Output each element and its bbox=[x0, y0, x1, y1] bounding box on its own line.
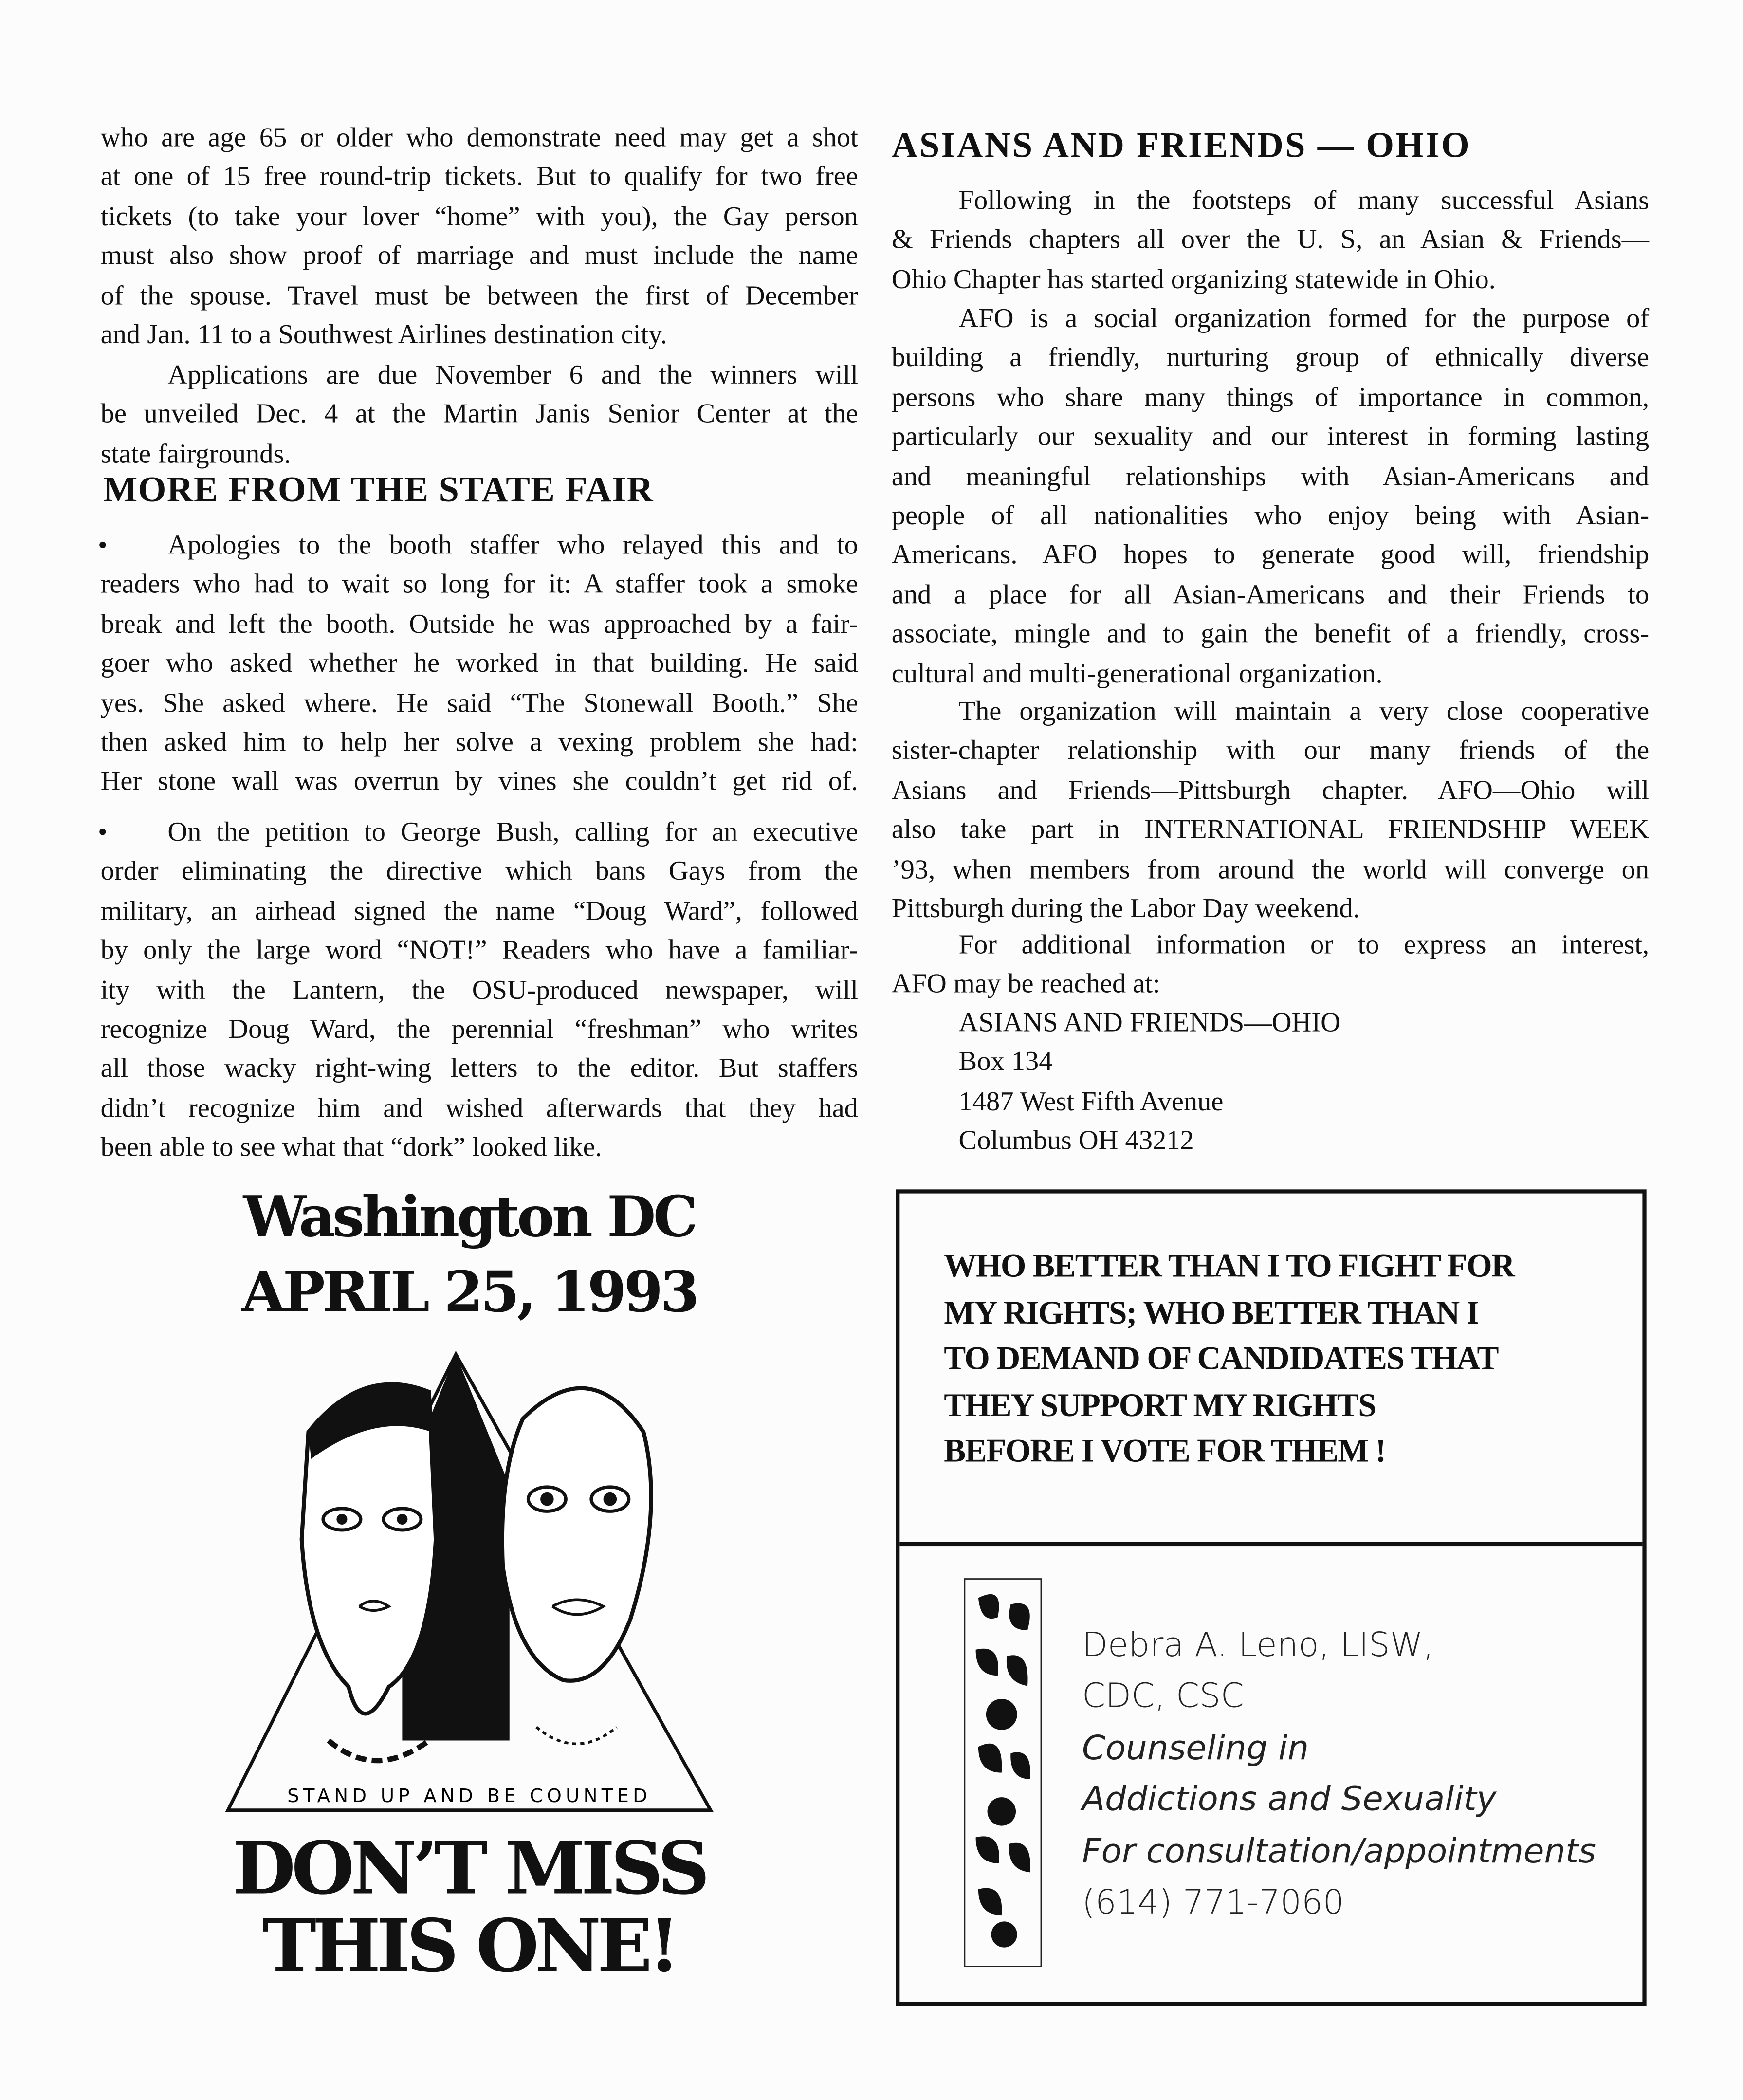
text-line: building a friendly, nurturing group of ethnically diverse bbox=[891, 344, 1650, 373]
bullet-item-booth bbox=[98, 527, 858, 803]
text-line: recognize Doug Ward, the perennial “freshman” who writes bbox=[100, 1015, 858, 1045]
text-line: and meaningful relationships with Asian-Americans and bbox=[891, 462, 1650, 492]
right-paragraph-3 bbox=[892, 693, 1649, 930]
text-line: For additional information or to express an interest, bbox=[958, 930, 1650, 960]
text-line: Ohio Chapter has started organizing statewide in Ohio. bbox=[891, 265, 1496, 295]
text-line: who are age 65 or older who demonstrate need may get a shot bbox=[100, 123, 858, 153]
text-line: ity with the Lantern, the OSU-produced newspaper, will bbox=[100, 976, 858, 1005]
quote-line: TO DEMAND OF CANDIDATES THAT bbox=[944, 1341, 1498, 1377]
text-line: Following in the footsteps of many successful Asians bbox=[958, 186, 1650, 216]
text-line: Americans. AFO hopes to generate good will, friendship bbox=[891, 541, 1650, 571]
two-faces-triangle-illustration bbox=[201, 1338, 737, 1821]
text-line: by only the large word “NOT!” Readers who have a familiar- bbox=[100, 936, 858, 966]
text-line: Pittsburgh during the Labor Day weekend. bbox=[891, 894, 1360, 924]
text-line: particularly our sexuality and our interest in forming lasting bbox=[891, 423, 1650, 452]
quote-line: BEFORE I VOTE FOR THEM ! bbox=[944, 1433, 1386, 1470]
bullet-item-petition bbox=[98, 814, 858, 1169]
text-line: order eliminating the directive which bans Gays from the bbox=[100, 857, 858, 887]
text-line: Apologies to the booth staffer who relayed this and to bbox=[167, 531, 858, 561]
text-line: goer who asked whether he worked in that building. He said bbox=[100, 649, 858, 679]
text-line: didn’t recognize him and wished afterwards that they had bbox=[100, 1094, 858, 1124]
march-poster bbox=[201, 1180, 737, 2038]
text-line: On the petition to George Bush, calling for an executive bbox=[167, 818, 858, 847]
text-line: and a place for all Asian-Americans and their Friends to bbox=[891, 580, 1650, 610]
voting-rights-quote bbox=[944, 1244, 1514, 1475]
poster-banner: STAND UP AND BE COUNTED bbox=[287, 1785, 652, 1807]
quote-line: MY RIGHTS; WHO BETTER THAN I bbox=[944, 1294, 1479, 1331]
quote-line: THEY SUPPORT MY RIGHTS bbox=[944, 1387, 1376, 1424]
counselor-credentials: CDC, CSC bbox=[1082, 1676, 1244, 1716]
text-line: associate, mingle and to gain the benefit of a friendly, cross- bbox=[891, 619, 1650, 649]
text-line: The organization will maintain a very close cooperative bbox=[958, 697, 1650, 727]
text-line: AFO may be reached at: bbox=[891, 970, 1160, 1000]
left-paragraph-1 bbox=[101, 119, 858, 356]
text-line: Her stone wall was overrun by vines she couldn’t get rid of. bbox=[100, 767, 858, 797]
text-line: Columbus OH 43212 bbox=[958, 1126, 1194, 1156]
text-line: must also show proof of marriage and must include the name bbox=[100, 241, 858, 271]
text-line: tickets (to take your lover “home” with you), the Gay person bbox=[100, 202, 858, 232]
counselor-ad bbox=[1082, 1620, 1596, 1929]
text-line: ’93, when members from around the world will converge on bbox=[891, 855, 1650, 884]
text-line: Applications are due November 6 and the winners will bbox=[167, 360, 858, 390]
poster-cta-line-2: THIS ONE! bbox=[262, 1902, 677, 1989]
text-line: then asked him to help her solve a vexing problem she had: bbox=[100, 728, 858, 758]
text-line: cultural and multi-generational organization. bbox=[891, 659, 1383, 689]
right-paragraph-1 bbox=[892, 183, 1649, 301]
ad-line: Counseling in bbox=[1082, 1728, 1309, 1768]
text-line: & Friends chapters all over the U. S, an Asian & Friends— bbox=[891, 225, 1650, 256]
text-line: AFO is a social organization formed for the purpose of bbox=[958, 304, 1650, 334]
ad-line: For consultation/appointments bbox=[1082, 1831, 1596, 1870]
text-line: also take part in INTERNATIONAL FRIENDSHIP WEEK bbox=[891, 815, 1650, 845]
boxed-ad-section bbox=[896, 1189, 1647, 2006]
decorative-leaf-border-icon bbox=[964, 1578, 1042, 1967]
text-line: been able to see what that “dork” looked like. bbox=[100, 1133, 602, 1163]
text-line: all those wacky right-wing letters to the editor. But staffers bbox=[100, 1054, 858, 1084]
left-paragraph-2 bbox=[101, 357, 858, 475]
bullet-icon: • bbox=[98, 818, 108, 847]
right-paragraph-2 bbox=[892, 300, 1649, 695]
bullet-icon: • bbox=[98, 531, 108, 561]
text-line: 1487 West Fifth Avenue bbox=[958, 1087, 1224, 1117]
text-line: persons who share many things of importance in common, bbox=[891, 383, 1650, 413]
text-line: be unveiled Dec. 4 at the Martin Janis Senior Center at the bbox=[100, 400, 858, 430]
counselor-name: Debra A. Leno, LISW, bbox=[1082, 1625, 1434, 1664]
text-line: sister-chapter relationship with our many friends of the bbox=[891, 737, 1650, 766]
text-line: state fairgrounds. bbox=[100, 439, 291, 469]
text-line: break and left the booth. Outside he was approached by a fair- bbox=[100, 609, 858, 640]
text-line: military, an airhead signed the name “Doug Ward”, followed bbox=[100, 897, 858, 926]
quote-line: WHO BETTER THAN I TO FIGHT FOR bbox=[944, 1248, 1515, 1285]
mailing-address bbox=[959, 1004, 1495, 1162]
poster-date: APRIL 25, 1993 bbox=[241, 1259, 697, 1325]
section-heading-asians-and-friends: ASIANS AND FRIENDS — OHIO bbox=[891, 125, 1471, 165]
text-line: yes. She asked where. He said “The Stonewall Booth.” She bbox=[100, 688, 858, 718]
text-line: and Jan. 11 to a Southwest Airlines destination city. bbox=[100, 320, 667, 350]
box-divider bbox=[899, 1542, 1642, 1546]
text-line: ASIANS AND FRIENDS—OHIO bbox=[958, 1008, 1340, 1038]
poster-cta-line-1: DON’T MISS bbox=[233, 1825, 706, 1911]
text-line: Box 134 bbox=[958, 1048, 1053, 1078]
poster-title: Washington DC bbox=[243, 1184, 696, 1250]
right-paragraph-4 bbox=[892, 926, 1649, 1005]
text-line: at one of 15 free round-trip tickets. But to qualify for two free bbox=[100, 163, 858, 192]
text-line: people of all nationalities who enjoy being with Asian- bbox=[891, 501, 1650, 531]
text-line: of the spouse. Travel must be between the first of December bbox=[100, 281, 858, 311]
text-line: readers who had to wait so long for it: A staffer took a smoke bbox=[100, 570, 858, 600]
text-line: Asians and Friends—Pittsburgh chapter. AFO—Ohio will bbox=[891, 776, 1650, 806]
counselor-phone: (614) 771-7060 bbox=[1082, 1882, 1344, 1922]
section-heading-state-fair: MORE FROM THE STATE FAIR bbox=[103, 469, 654, 510]
ad-line: Addictions and Sexuality bbox=[1082, 1779, 1497, 1819]
